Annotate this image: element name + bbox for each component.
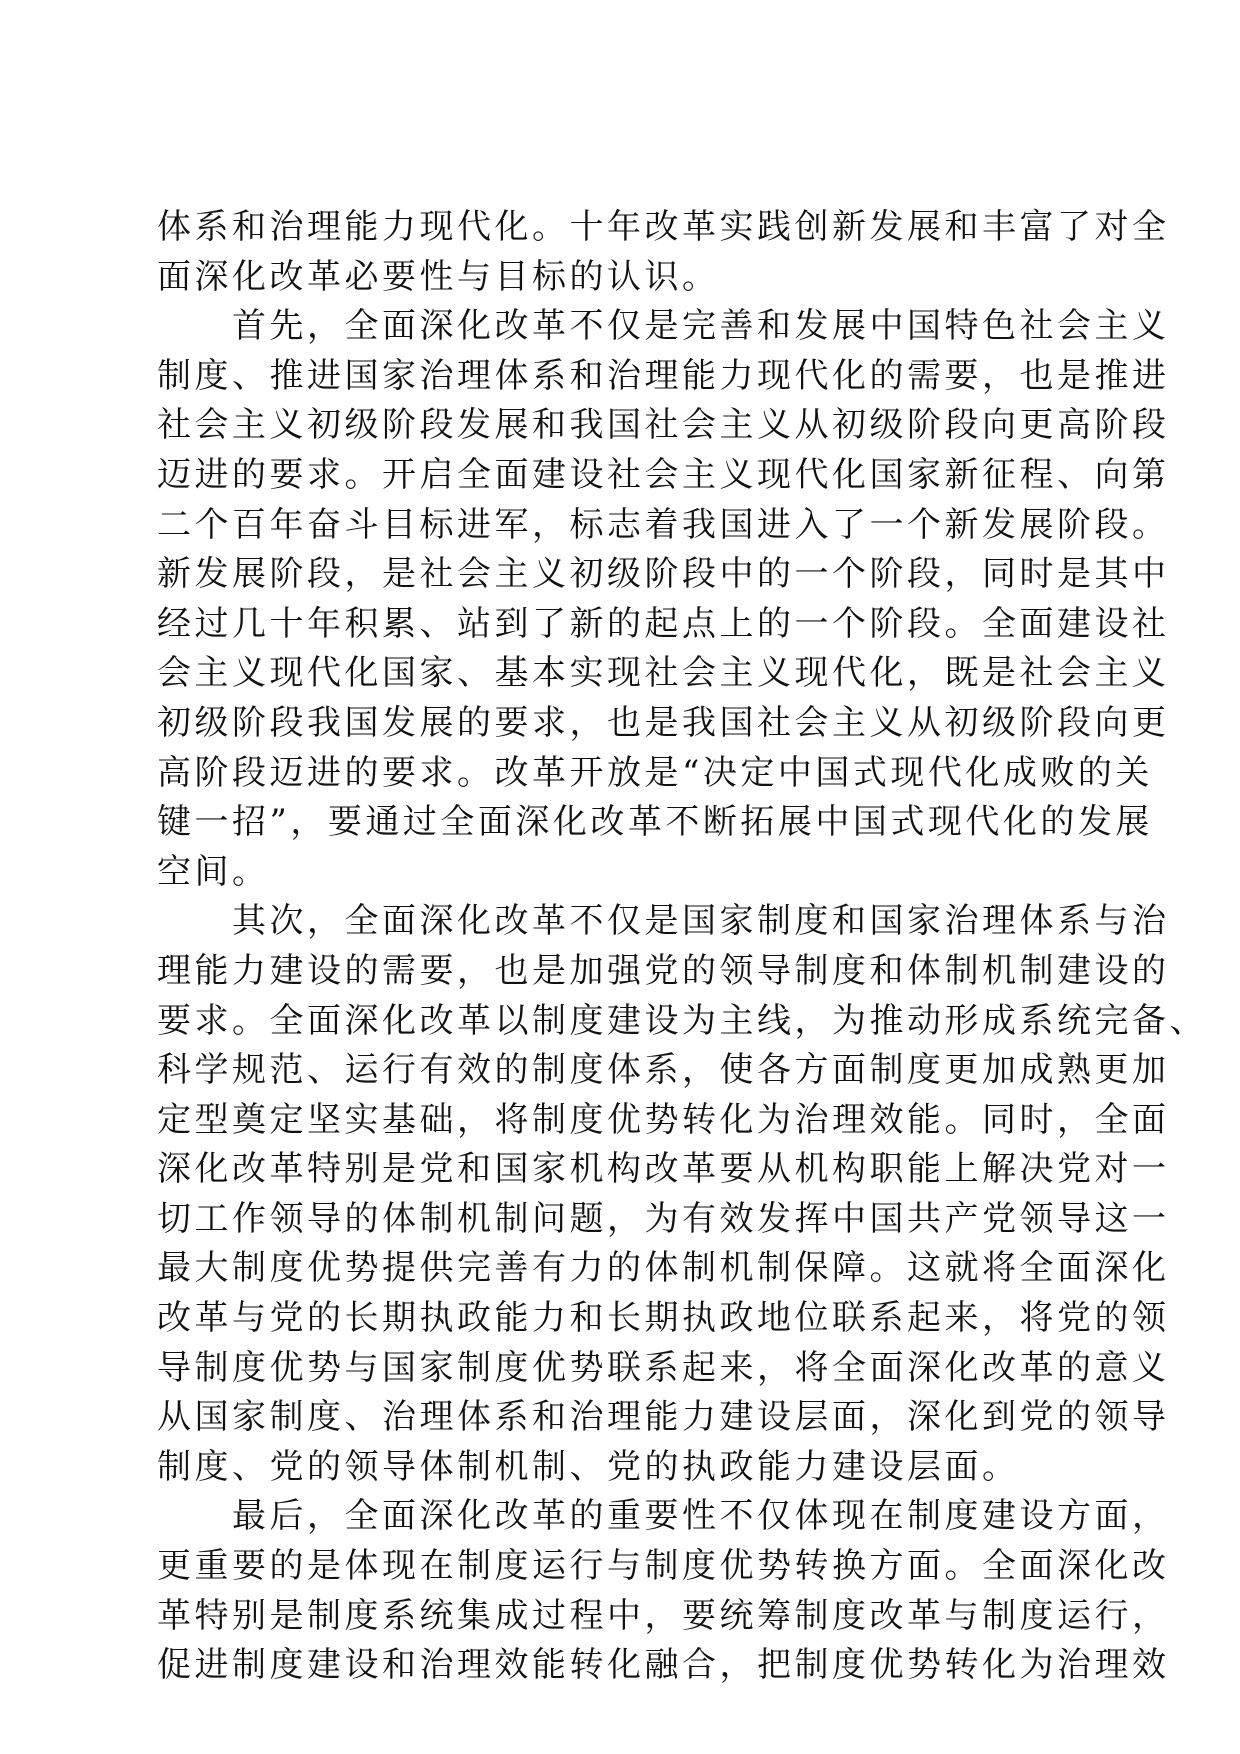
text-line: 理能力建设的需要，也是加强党的领导制度和体制机制建设的 <box>157 950 1170 991</box>
text-line: 其次，全面深化改革不仅是国家制度和国家治理体系与治 <box>157 901 1170 942</box>
text-line: 经过几十年积累、站到了新的起点上的一个阶段。全面建设社 <box>157 603 1170 644</box>
text-line: 革特别是制度系统集成过程中，要统筹制度改革与制度运行， <box>157 1595 1170 1636</box>
text-line: 制度、党的领导体制机制、党的执政能力建设层面。 <box>157 1446 1020 1487</box>
text-line: 首先，全面深化改革不仅是完善和发展中国特色社会主义 <box>157 306 1170 347</box>
text-line: 初级阶段我国发展的要求，也是我国社会主义从初级阶段向更 <box>157 702 1170 743</box>
text-line: 更重要的是体现在制度运行与制度优势转换方面。全面深化改 <box>157 1546 1170 1587</box>
text-line: 面深化改革必要性与目标的认识。 <box>157 256 720 297</box>
text-line: 二个百年奋斗目标进军，标志着我国进入了一个新发展阶段。 <box>157 504 1170 545</box>
text-line: 科学规范、运行有效的制度体系，使各方面制度更加成熟更加 <box>157 1050 1170 1091</box>
text-line: 促进制度建设和治理效能转化融合，把制度优势转化为治理效 <box>157 1645 1170 1686</box>
text-line: 要求。全面深化改革以制度建设为主线，为推动形成系统完备、 <box>157 1000 1207 1041</box>
text-line: 键一招”，要通过全面深化改革不断拓展中国式现代化的发展 <box>157 802 1153 843</box>
text-line: 迈进的要求。开启全面建设社会主义现代化国家新征程、向第 <box>157 454 1170 495</box>
text-line: 空间。 <box>157 851 270 892</box>
text-line: 定型奠定坚实基础，将制度优势转化为治理效能。同时，全面 <box>157 1099 1170 1140</box>
text-line: 新发展阶段，是社会主义初级阶段中的一个阶段，同时是其中 <box>157 554 1170 595</box>
text-line: 改革与党的长期执政能力和长期执政地位联系起来，将党的领 <box>157 1298 1170 1339</box>
text-line: 深化改革特别是党和国家机构改革要从机构职能上解决党对一 <box>157 1149 1170 1190</box>
text-line: 最后，全面深化改革的重要性不仅体现在制度建设方面， <box>157 1496 1170 1537</box>
text-line: 体系和治理能力现代化。十年改革实践创新发展和丰富了对全 <box>157 207 1170 247</box>
text-line: 切工作领导的体制机制问题，为有效发挥中国共产党领导这一 <box>157 1198 1170 1239</box>
text-line: 会主义现代化国家、基本实现社会主义现代化，既是社会主义 <box>157 653 1170 694</box>
text-line: 导制度优势与国家制度优势联系起来，将全面深化改革的意义 <box>157 1347 1170 1388</box>
text-line: 社会主义初级阶段发展和我国社会主义从初级阶段向更高阶段 <box>157 405 1170 446</box>
text-line: 最大制度优势提供完善有力的体制机制保障。这就将全面深化 <box>157 1248 1170 1289</box>
text-line: 制度、推进国家治理体系和治理能力现代化的需要，也是推进 <box>157 355 1170 396</box>
body-text <box>157 203 1207 1691</box>
text-line: 高阶段迈进的要求。改革开放是“决定中国式现代化成败的关 <box>157 752 1153 793</box>
text-line: 从国家制度、治理体系和治理能力建设层面，深化到党的领导 <box>157 1397 1170 1438</box>
